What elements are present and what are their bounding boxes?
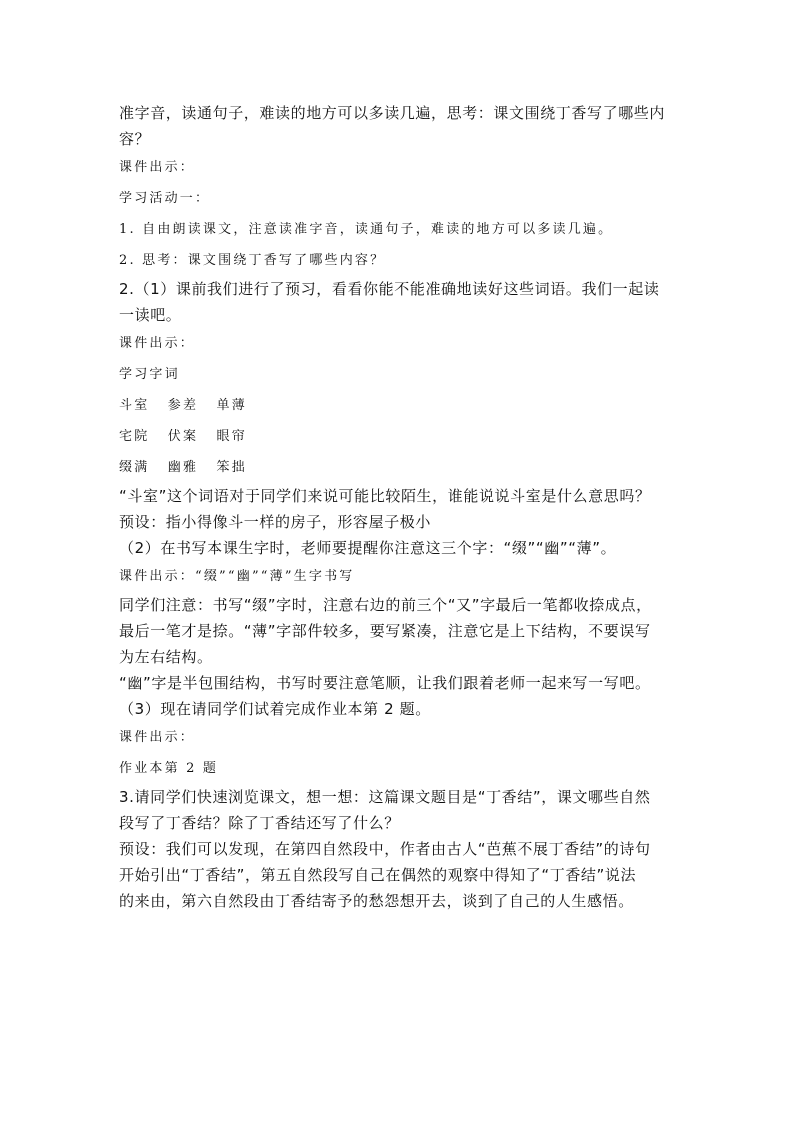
- courseware-label: 课件出示：“缀”“幽”“薄”生字书写: [119, 569, 355, 584]
- step-paragraph: 2.（1）课前我们进行了预习，看看你能不能准确地读好这些词语。我们一起读: [119, 280, 660, 298]
- vocab-word: 笨拙: [216, 460, 247, 475]
- writing-note: 同学们注意：书写“缀”字时，注意右边的前三个“又”字最后一笔都收捺成点，: [119, 596, 652, 614]
- activity-item: 2. 思考：课文围绕丁香写了哪些内容？: [119, 253, 386, 268]
- step-paragraph: 一读吧。: [119, 306, 182, 324]
- vocab-word: 单薄: [216, 398, 247, 413]
- step-paragraph: （2）在书写本课生字时，老师要提醒你注意这三个字：“缀”“幽”“薄”。: [119, 539, 617, 557]
- writing-note: “幽”字是半包围结构，书写时要注意笔顺，让我们跟着老师一起来写一写吧。: [119, 674, 651, 692]
- vocab-row: [119, 390, 679, 421]
- step-paragraph: 3.请同学们快速浏览课文，想一想：这篇课文题目是“丁香结”，课文哪些自然: [119, 788, 651, 806]
- vocab-row: [119, 452, 679, 483]
- answer-line: 的来由，第六自然段由丁香结寄予的愁怨想开去，谈到了自己的人生感悟。: [119, 892, 634, 910]
- vocab-word: 参差: [167, 398, 199, 413]
- vocab-word: 缀满: [119, 460, 150, 475]
- vocab-word: 宅院: [119, 429, 150, 444]
- answer-line: 预设：我们可以发现，在第四自然段中，作者由古人“芭蕉不展丁香结”的诗句: [119, 840, 651, 858]
- writing-note: 为左右结构。: [119, 648, 213, 666]
- document-body: [119, 100, 679, 914]
- vocab-word: 眼帘: [216, 429, 247, 444]
- courseware-label: 课件出示：: [119, 336, 196, 351]
- answer-line: 开始引出“丁香结”，第五自然段写自己在偶然的观察中得知了“丁香结”说法: [119, 866, 637, 884]
- activity-title: 学习活动一：: [119, 191, 211, 206]
- vocab-word: 幽雅: [167, 460, 199, 475]
- question-line: “斗室”这个词语对于同学们来说可能比较陌生，谁能说说斗室是什么意思吗？: [119, 487, 651, 505]
- activity-item: 1. 自由朗读课文，注意读准字音，读通句子，难读的地方可以多读几遍。: [119, 222, 614, 237]
- vocab-row: [119, 421, 679, 452]
- answer-line: 预设：指小得像斗一样的房子，形容屋子极小: [119, 513, 432, 531]
- homework-label: 作业本第 2 题: [119, 761, 219, 776]
- intro-line: 容？: [119, 130, 151, 148]
- vocab-word: 伏案: [167, 429, 199, 444]
- step-paragraph: 段写了丁香结？除了丁香结还写了什么？: [119, 814, 400, 832]
- courseware-label: 课件出示：: [119, 730, 196, 745]
- vocab-word: 斗室: [119, 398, 150, 413]
- courseware-label: 课件出示：: [119, 160, 196, 175]
- writing-note: 最后一笔才是捺。“薄”字部件较多，要写紧凑，注意它是上下结构，不要误写: [119, 622, 651, 640]
- vocab-title: 学习字词: [119, 367, 180, 382]
- intro-line: 准字音，读通句子，难读的地方可以多读几遍，思考：课文围绕丁香写了哪些内: [119, 104, 666, 122]
- step-paragraph: （3）现在请同学们试着完成作业本第 2 题。: [119, 700, 431, 718]
